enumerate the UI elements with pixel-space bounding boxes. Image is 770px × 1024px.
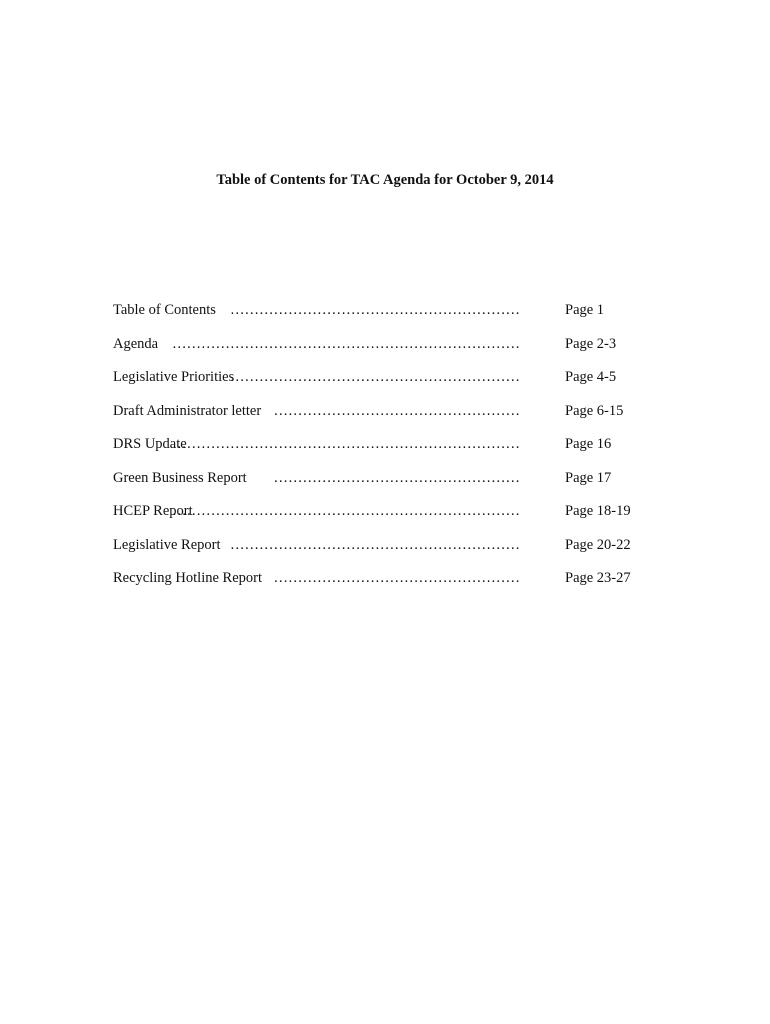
toc-entry-label: Legislative Priorities <box>113 369 235 385</box>
toc-leader-dots: …………………………………………………… <box>230 369 520 385</box>
toc-entry <box>113 502 673 536</box>
toc-leader-dots: ……………………………………………………………… <box>172 503 520 519</box>
toc-entry-page: Page 4-5 <box>565 369 617 385</box>
toc-entry <box>113 536 673 570</box>
toc-entry-page: Page 6-15 <box>565 402 624 419</box>
toc-leader-dots: …………………………………………… <box>273 570 520 586</box>
toc-entry <box>113 368 673 402</box>
toc-entry <box>113 569 673 603</box>
toc-entry-label: Recycling Hotline Report <box>113 570 262 586</box>
toc-leader-dots: ……………………………………………………………… <box>172 335 520 352</box>
toc-entry <box>113 335 673 369</box>
toc-entry-page: Page 16 <box>565 436 612 452</box>
toc-entry-page: Page 1 <box>565 302 605 318</box>
toc-leader-dots: …………………………………………………… <box>230 302 520 318</box>
toc-entry-page: Page 23-27 <box>565 570 631 586</box>
toc-leader-dots: ……………………………………………………………… <box>172 436 520 452</box>
toc-entry-label: HCEP Report <box>113 503 193 519</box>
toc-entry <box>113 435 673 469</box>
toc-entry-page: Page 2-3 <box>565 335 617 352</box>
toc-entry <box>113 301 673 335</box>
document-title: Table of Contents for TAC Agenda for October 9, 2014 <box>216 172 554 188</box>
toc-entry <box>113 402 673 436</box>
table-of-contents <box>113 301 673 603</box>
toc-entry-label: Table of Contents <box>113 302 216 318</box>
toc-entry-label: Green Business Report <box>113 469 247 486</box>
toc-entry <box>113 469 673 503</box>
toc-entry-page: Page 17 <box>565 469 612 486</box>
toc-leader-dots: …………………………………………………… <box>230 536 520 553</box>
toc-entry-page: Page 20-22 <box>565 536 631 553</box>
toc-leader-dots: …………………………………………… <box>273 402 520 419</box>
toc-entry-label: DRS Update <box>113 436 187 452</box>
toc-entry-label: Draft Administrator letter <box>113 402 262 419</box>
toc-leader-dots: …………………………………………… <box>273 469 520 486</box>
toc-entry-page: Page 18-19 <box>565 503 631 519</box>
toc-entry-label: Legislative Report <box>113 536 221 553</box>
toc-entry-label: Agenda <box>113 335 159 352</box>
